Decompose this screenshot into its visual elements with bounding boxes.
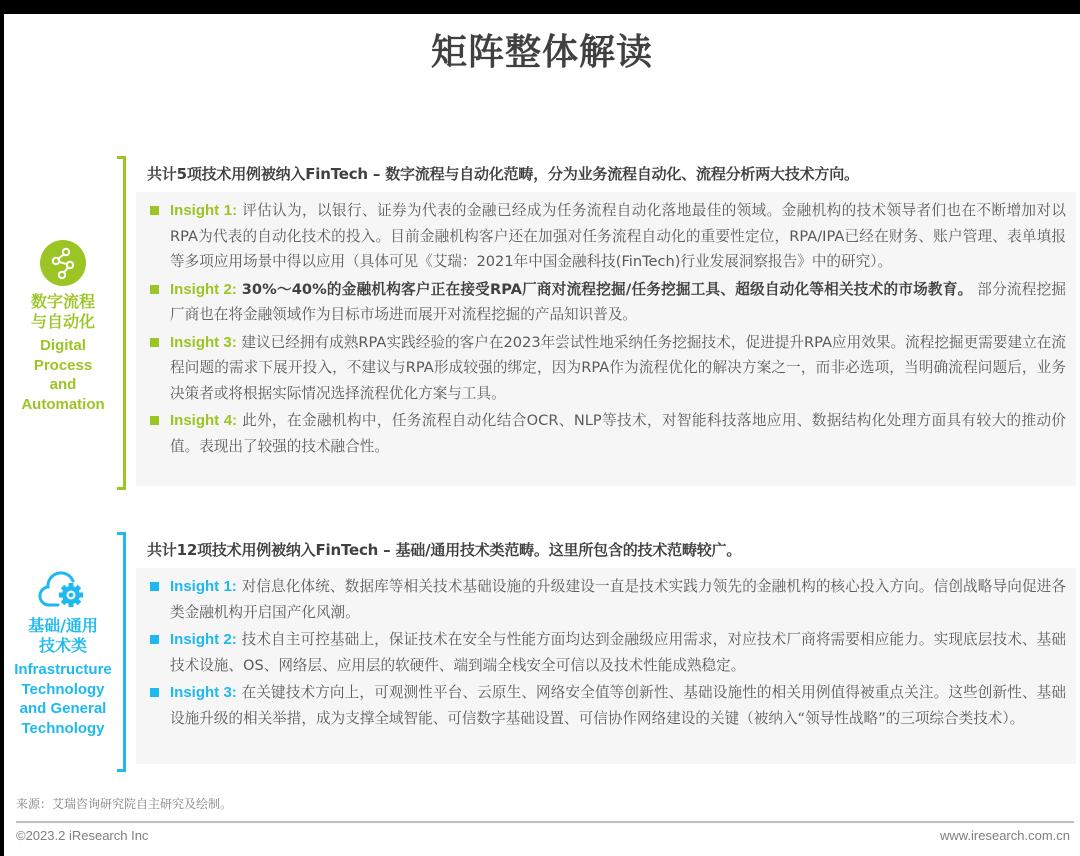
section-label-digital-process	[4, 240, 122, 414]
section-bracket	[117, 532, 126, 772]
insight-label: Insight 2:	[170, 631, 237, 648]
insight-item	[136, 408, 1076, 459]
footer-divider	[16, 821, 1074, 823]
section-en-label: Technology	[21, 680, 105, 698]
insights-box	[136, 192, 1076, 486]
cloud-gear-icon	[38, 570, 88, 610]
square-bullet-icon	[150, 206, 159, 215]
square-bullet-icon	[150, 635, 159, 644]
insight-item	[136, 680, 1076, 731]
section-en-label: and General	[19, 700, 107, 717]
section-bracket	[117, 156, 126, 490]
insight-label: Insight 4:	[170, 412, 238, 429]
insight-bold-text: 30%～40%的金融机构客户正在接受RPA厂商对流程挖掘/任务挖掘工具、超级自动化等相关技术的市场教育。	[241, 280, 973, 298]
section-en-label: Technology	[21, 719, 105, 737]
insight-text: 技术自主可控基础上，保证技术在安全与性能方面均达到金融级应用需求，对应技术厂商将需要相应能力。实现底层技术、基础技术设施、OS、网络层、应用层的软硬件、端到端全栈安全可信以及技术性能成熟稳定。	[170, 631, 1066, 674]
insight-text: 在关键技术方向上，可观测性平台、云原生、网络安全值等创新性、基础设施性的相关用例值得被重点关注。这些创新性、基础设施升级的相关举措，成为支撑全域智能、可信数字基础设置、可信协作网络建设的关键（被纳入“领导性战略”的三项综合类技术）。	[170, 684, 1066, 727]
insight-text: 评估认为，以银行、证券为代表的金融已经成为任务流程自动化落地最佳的领域。金融机构的技术领导者们也在不断增加对以RPA为代表的自动化技术的投入。目前金融机构客户还在加强对任务流程自动化的重要性定位，RPA/IPA已经在财务、账户管理、表单填报等多项应用场景中得以应用（具体可见《艾瑞：2021年中国金融科技(FinTech)行业发展洞察报告》中的研究）。	[170, 202, 1066, 270]
square-bullet-icon	[150, 582, 159, 591]
section-en-label: Automation	[21, 395, 105, 413]
section-label-infrastructure	[4, 570, 122, 738]
insight-item	[136, 330, 1076, 407]
section-en-label: Digital	[40, 337, 86, 354]
section-cn-label-1: 基础/通用	[28, 616, 98, 635]
section-cn-label-2: 技术类	[38, 636, 87, 655]
insight-item	[136, 198, 1076, 275]
square-bullet-icon	[150, 688, 159, 697]
section-en-label: Infrastructure	[14, 661, 112, 678]
insight-label: Insight 3:	[170, 333, 237, 351]
section-cn-label-1: 数字流程	[30, 292, 95, 311]
section-en-label: and	[49, 376, 77, 393]
insight-text: 部分流程挖掘厂商也在将金融领域作为目标市场进而展开对流程挖掘的产品知识普及。	[170, 280, 1066, 323]
insight-text: 对信息化体统、数据库等相关技术基础设施的升级建设一直是技术实践力领先的金融机构的核心投入方向。信创战略导向促进各类金融机构开启国产化风潮。	[170, 578, 1066, 621]
insight-item	[136, 277, 1076, 328]
section-infrastructure	[4, 532, 1080, 778]
slide-page	[4, 14, 1080, 856]
insight-label: Insight 3:	[170, 684, 237, 701]
insights-box	[136, 568, 1076, 764]
insight-item	[136, 627, 1076, 678]
section-headline: 共计12项技术用例被纳入FinTech – 基础/通用技术类范畴。这里所包含的技术范畴较广。	[147, 541, 742, 559]
process-flow-icon	[40, 240, 86, 286]
section-cn-label-2: 与自动化	[30, 312, 95, 331]
square-bullet-icon	[150, 285, 159, 294]
insight-label: Insight 2:	[170, 280, 237, 298]
copyright-text: ©2023.2 iResearch Inc	[16, 828, 149, 843]
square-bullet-icon	[150, 338, 159, 347]
insight-label: Insight 1:	[170, 578, 237, 595]
insight-text: 建议已经拥有成熟RPA实践经验的客户在2023年尝试性地采纳任务挖掘技术，促进提升RPA应用效果。流程挖掘更需要建立在流程问题的需求下展开投入，不建议与RPA形成较强的绑定，因为RPA作为流程优化的解决方案之一，而非必选项，当明确流程问题后，业务决策者或将根据实际情况选择流程优化方案与工具。	[170, 333, 1067, 402]
insight-item	[136, 574, 1076, 625]
insight-text: 此外，在金融机构中，任务流程自动化结合OCR、NLP等技术，对智能科技落地应用、数据结构化处理方面具有较大的推动价值。表现出了较强的技术融合性。	[170, 412, 1067, 455]
insight-label: Insight 1:	[170, 202, 238, 219]
square-bullet-icon	[150, 416, 159, 425]
page-title: 矩阵整体解读	[430, 32, 653, 73]
source-note: 来源：艾瑞咨询研究院自主研究及绘制。	[16, 797, 233, 811]
section-digital-process	[4, 156, 1080, 502]
website-link[interactable]: www.iresearch.com.cn	[939, 828, 1070, 843]
section-en-label: Process	[33, 356, 93, 374]
section-headline: 共计5项技术用例被纳入FinTech – 数字流程与自动化范畴，分为业务流程自动化、流程分析两大技术方向。	[147, 165, 859, 183]
